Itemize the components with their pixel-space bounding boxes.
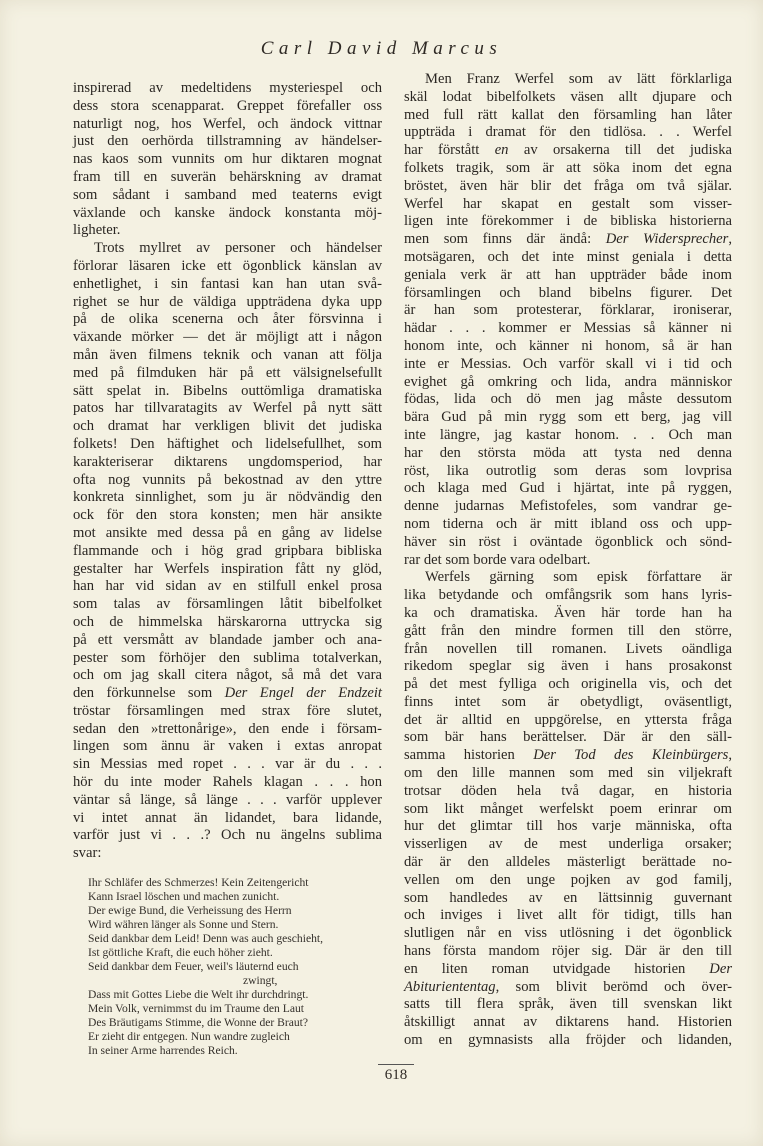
text-line: hör du inte moder Rahels klagan . . . hon: [73, 774, 382, 791]
text-line: med på filmduken här på ett välsignelsefullt: [73, 364, 382, 381]
text-line: tröstar församlingen med strax före slutet,: [73, 702, 382, 719]
text-line: sätt spelat in. Bibelns outtömliga dramatiska: [73, 382, 382, 399]
right-column: [404, 71, 732, 1050]
text-line: han har vid sidan av en stilfull enkel prosa: [73, 578, 382, 595]
text-line: bära Gud på min rygg som ett berg, jag vill: [404, 409, 732, 426]
text-line: hur det glimtar till hos varje människa, ofta: [404, 818, 732, 835]
poem-line: zwingt,: [243, 974, 278, 987]
text-line: ligen inte förekommer i de bibliska historierna: [404, 213, 732, 230]
text-line: satts till flera språk, även till svenskan likt: [404, 996, 732, 1013]
text-line: [404, 747, 732, 765]
text-line: konkreta sinnlighet, som ju är nödvändig den: [73, 489, 382, 506]
poem-line: Seid dankbar dem Leid! Denn was auch geschieht,: [88, 932, 324, 945]
text-line: och klaga med Gud i hjärtat, inte på ryggen,: [404, 480, 732, 497]
text-segment: har förstått: [404, 142, 495, 159]
text-line: lingen som ännu är vaken i extas anropat: [73, 738, 382, 755]
text-line: svar:: [73, 845, 102, 862]
text-line: just den oerhörda tillstramning av händelser-: [73, 133, 382, 150]
text-line: häver sin röst i oväntade ögonblick och sönd-: [404, 533, 732, 550]
text-line: vellen om den unge pojken av god familj,: [404, 871, 732, 888]
text-line: om den lille mannen som med sin viljekraft: [404, 765, 732, 782]
text-line: pester som förhöjer den sublima totalverkan,: [73, 649, 382, 666]
text-line: mån även filmens teknik och vanan att följa: [73, 346, 382, 363]
poem-line: Dass mit Gottes Liebe die Welt ihr durchdringt.: [88, 988, 309, 1001]
text-line: honom inte, och känner ni honom, så är han: [404, 337, 732, 354]
text-line: trotsar döden hela två dagar, en historia: [404, 782, 732, 799]
text-line: motsägaren, och det inte minst geniala i detta: [404, 248, 732, 265]
text-line: enhetlighet, i sin fantasi kan han utan svå-: [73, 275, 382, 292]
text-line: slutligen når en viss utlösning i det ögonblick: [404, 925, 732, 942]
text-line: rikedom speglar sig även i hans prosakonst: [404, 658, 732, 675]
text-line: lika betydande och omfångsrik som hans lyris-: [404, 587, 732, 604]
poem-line: Kann Israel löschen und machen zunicht.: [88, 890, 280, 903]
text-segment: samma historien: [404, 747, 534, 764]
text-line: som bär hans berättelser. Där är den säll-: [404, 729, 732, 746]
text-line: inte er Messias. Och varför skall vi i tid och: [404, 355, 732, 372]
text-line: gått från den mindre formen till den större,: [404, 622, 732, 639]
italic-title: Der: [709, 960, 732, 977]
poem-line: Er zieht dir entgegen. Nun wandre zugleich: [88, 1030, 290, 1043]
text-line: och om jag skall citera något, så må det vara: [73, 667, 382, 684]
text-line: geniala verk är att han uppträder både inom: [404, 266, 732, 283]
text-segment: , som blivit berömd och över-: [495, 978, 732, 995]
text-line: på de olika scenerna och åter försvinna i: [73, 311, 382, 328]
text-line: [404, 142, 732, 160]
text-line: folkets tragik, som är att söka inom det egna: [404, 159, 732, 176]
text-line: om en gymnasists alla fröjder och lidanden,: [404, 1032, 732, 1049]
text-line: Werfels gärning som episk författare är: [425, 569, 732, 586]
text-line: åtskilligt annat av diktarens hand. Historien: [404, 1014, 732, 1031]
text-line: sin Messias med ropet . . . var är du . . .: [73, 756, 382, 773]
text-line: flammande och i hög grad gripbara bibliska: [73, 542, 382, 559]
text-line: fram till en suverän behärskning av dramat: [73, 168, 382, 185]
text-segment: en liten roman utvidgade historien: [404, 960, 710, 977]
text-line: Trots myllret av personer och händelser: [94, 240, 382, 257]
text-line: Men Franz Werfel som av lätt förklarliga: [425, 71, 732, 87]
text-line: växande mörker — det är möjligt att i någon: [73, 329, 382, 346]
text-line: nom tiderna och är mitt ibland oss och upp-: [404, 515, 732, 532]
text-line: det är alltid en uppgörelse, en yttersta fråga: [404, 711, 732, 728]
text-line: från novellen till romanen. Livets oändliga: [404, 640, 732, 657]
text-line: hädar . . . kommer er Messias så känner ni: [404, 320, 732, 337]
poem-line: Ist göttliche Kraft, die euch höher zieht.: [88, 946, 273, 959]
running-head: Carl David Marcus: [260, 38, 503, 59]
text-line: denne judarnas Mefistofeles, som vandrar ge-: [404, 498, 732, 515]
text-line: vi intet annat än lidandet, bara lidande,: [73, 809, 382, 826]
text-line: ofta nog vunnits på bekostnad av den yttre: [73, 471, 382, 488]
text-segment: ,: [728, 231, 732, 248]
text-line: hans första mandom röjer sig. Där är den till: [404, 943, 732, 960]
poem-quote: [88, 876, 388, 1058]
italic-title: Der Engel der Endzeit: [224, 685, 382, 702]
text-line: skäl lodat bibelfolkets väsen allt djupare och: [404, 88, 732, 105]
text-line: bröstet, även här blir det fråga om två själar.: [404, 177, 732, 194]
poem-line: Wird währen länger als Sonne und Stern.: [88, 918, 279, 931]
italic-title: en: [494, 142, 509, 159]
text-line: [404, 979, 732, 997]
text-line: visserligen av de mest underliga orsaker;: [404, 836, 732, 853]
text-line: karakteriserar diktarens ungdomsperiod, har: [73, 453, 382, 470]
text-line: ock för den stora konsten; men här ansikte: [73, 507, 382, 524]
page-number: 618: [378, 1064, 414, 1084]
text-line: [404, 231, 732, 249]
text-line: och dramat har verkligen blivit det judiska: [73, 418, 382, 435]
text-line: dess stora scenapparat. Greppet förefaller oss: [73, 97, 382, 114]
text-line: varför just vi . . .? Och nu ängelns sublima: [73, 827, 382, 844]
text-line: församlingen och bland bibelns figurer. Det: [404, 284, 732, 301]
text-line: som sådant i samband med teaterns evigt: [73, 186, 382, 203]
poem-line: Der ewige Bund, die Verheissung des Herrn: [88, 904, 292, 917]
text-line: där är den alldeles mästerligt berättade no-: [404, 854, 732, 871]
poem-line: Ihr Schläfer des Schmerzes! Kein Zeitengericht: [88, 876, 309, 889]
text-line: naturligt nog, hos Werfel, och ändock vittnar: [73, 115, 382, 132]
italic-title: Der Widersprecher: [605, 231, 729, 248]
text-line: är han som protesterar, förklarar, ironiserar,: [404, 302, 732, 319]
text-line: röst, lika outrotlig som deras som lovprisa: [404, 462, 732, 479]
text-line: uppträda i dramat för den tidlösa. . . Werfel: [404, 124, 732, 141]
text-line: [404, 961, 732, 979]
text-segment: men som finns där ändå:: [404, 231, 606, 248]
text-line: som likt månget werfelskt poem erinrar om: [404, 800, 732, 817]
text-line: födas, lida och dö men jag måste dessutom: [404, 391, 732, 408]
poem-line: Des Bräutigams Stimme, die Wonne der Braut?: [88, 1016, 309, 1029]
text-line: inspirerad av medeltidens mysteriespel och: [73, 80, 382, 96]
text-segment: av orsakerna till det judiska: [508, 142, 732, 159]
text-line: växlande och kanske ändock konstanta möj-: [73, 204, 382, 221]
poem-line: In seiner Arme harrendes Reich.: [88, 1044, 238, 1057]
text-line: väntar så länge, så länge . . . varför upplever: [73, 791, 382, 808]
text-line: rar det som borde vara odelbart.: [404, 551, 591, 568]
text-line: som talas av församlingen låtit bibelfolket: [73, 596, 382, 613]
text-line: mot ansikte med dessa på en gång av lidelse: [73, 524, 382, 541]
text-line: förlorar läsaren icke ett ögonblick känslan av: [73, 257, 382, 274]
text-line: finns intet som är obetydligt, oväsentligt,: [404, 693, 732, 710]
text-line: ka och dramatiska. Även här torde han ha: [404, 604, 732, 621]
left-column: [73, 80, 382, 863]
text-line: evighet gå omkring och lida, andra människor: [404, 373, 732, 390]
text-segment: den förkunnelse som: [73, 685, 225, 702]
text-line: ligheter.: [73, 222, 121, 239]
poem-line: Seid dankbar dem Feuer, weil's läuternd euch: [88, 960, 299, 973]
text-line: gestalter har Werfels inspiration fått ny glöd,: [73, 560, 382, 577]
text-line: på det mest fylliga och originella vis, och det: [404, 676, 732, 693]
text-line: Werfel har skapat en gestalt som visser-: [404, 195, 732, 212]
text-line: sedan den »trettonårige», den ende i försam-: [73, 720, 382, 737]
italic-title: Abituriententag: [404, 978, 496, 995]
text-line: och de himmelska härskarorna uttrycka sig: [73, 613, 382, 630]
text-line: folkets! Den häftighet och lidelsefullhet, som: [73, 435, 382, 452]
text-line: som handledes av en lättsinnig guvernant: [404, 889, 732, 906]
text-line: patos har tillvaratagits av Werfel på nytt sätt: [73, 400, 382, 417]
text-line: och inviges i livet allt för tidigt, tills han: [404, 907, 732, 924]
italic-title: Der Tod des Kleinbürgers: [533, 747, 729, 764]
text-line: nas kaos som vunnits om hur diktaren mognat: [73, 151, 382, 168]
text-line: har den största möda att tysta ned denna: [404, 444, 732, 461]
text-line: inte längre, jag kastar honom. . . Och man: [404, 426, 732, 443]
text-line: på ett versmått av blandade jamber och ana-: [73, 631, 382, 648]
poem-line: Mein Volk, vernimmst du im Traume den Laut: [88, 1002, 304, 1015]
text-segment: ,: [728, 747, 732, 764]
text-line: med full rätt kallat den församling han låter: [404, 106, 732, 123]
text-line: [73, 685, 382, 703]
text-line: righet se hur de väldiga uppträdena dyka upp: [73, 293, 382, 310]
